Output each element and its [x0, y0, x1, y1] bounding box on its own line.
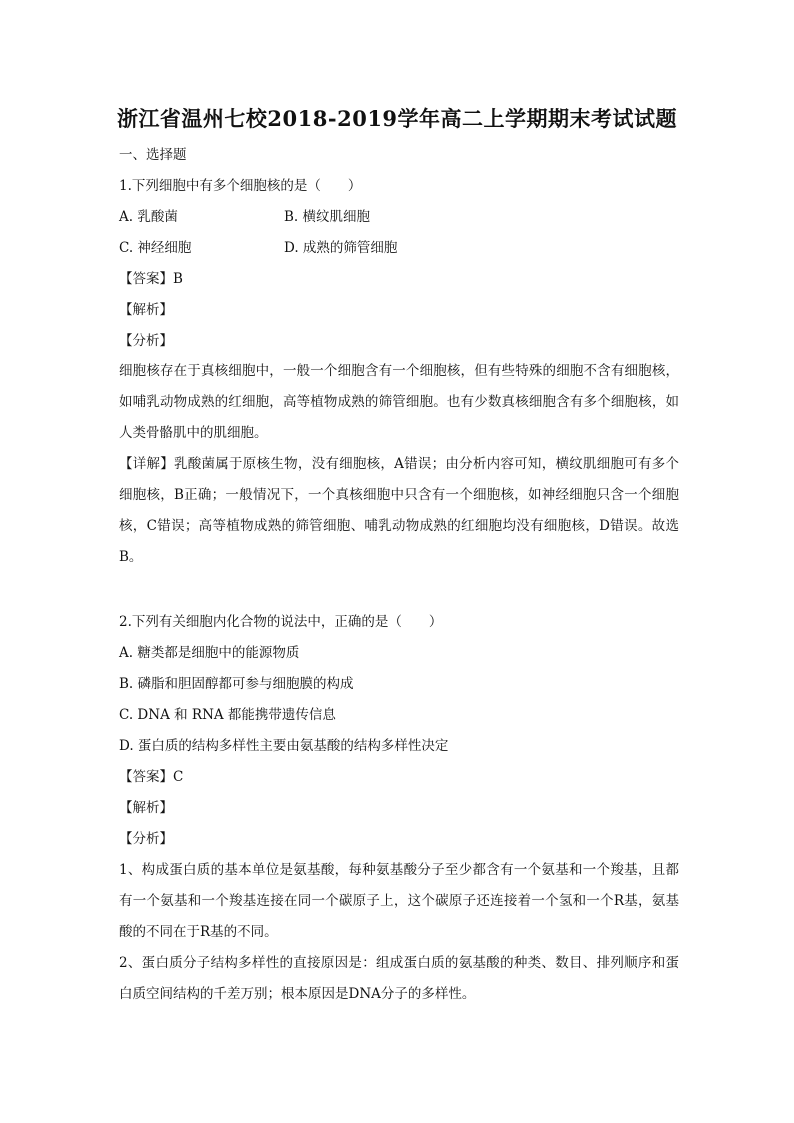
q2-option-b: B. 磷脂和胆固醇都可参与细胞膜的构成 — [119, 676, 354, 692]
q1-analysis: 细胞核存在于真核细胞中，一般一个细胞含有一个细胞核，但有些特殊的细胞不含有细胞核，如哺乳动物成熟的红细胞，高等植物成熟的筛管细胞。也有少数真核细胞含有多个细胞核，如人类骨骼肌中的肌细胞。 — [119, 363, 679, 441]
q2-stem: 2.下列有关细胞内化合物的说法中，正确的是（ ） — [119, 614, 443, 630]
q2-point-2: 2、蛋白质分子结构多样性的直接原因是：组成蛋白质的氨基酸的种类、数目、排列顺序和蛋白质空间结构的千差万别；根本原因是DNA分子的多样性。 — [119, 955, 679, 1002]
q2-option-a: A. 糖类都是细胞中的能源物质 — [119, 645, 300, 661]
q1-jiexi-label: 【解析】 — [119, 302, 173, 318]
q1-option-d: D. 成熟的筛管细胞 — [284, 240, 398, 256]
section-heading: 一、选择题 — [119, 147, 187, 163]
q1-option-b: B. 横纹肌细胞 — [284, 209, 371, 225]
q1-stem: 1.下列细胞中有多个细胞核的是（ ） — [119, 178, 362, 194]
q2-point-1: 1、构成蛋白质的基本单位是氨基酸，每种氨基酸分子至少都含有一个氨基和一个羧基，且都有一个氨基和一个羧基连接在同一个碳原子上，这个碳原子还连接着一个氢和一个R基，氨基酸的不同在于R基的不同。 — [119, 862, 679, 940]
q1-detail: 【详解】乳酸菌属于原核生物，没有细胞核，A错误；由分析内容可知，横纹肌细胞可有多个细胞核，B正确；一般情况下，一个真核细胞中只含有一个细胞核，如神经细胞只含一个细胞核，C错误；高等植物成熟的筛管细胞、哺乳动物成熟的红细胞均没有细胞核，D错误。故选B。 — [119, 456, 679, 565]
q1-fenxi-label: 【分析】 — [119, 333, 173, 349]
q1-option-c: C. 神经细胞 — [119, 240, 192, 256]
q2-jiexi-label: 【解析】 — [119, 800, 173, 816]
q2-option-d: D. 蛋白质的结构多样性主要由氨基酸的结构多样性决定 — [119, 738, 449, 754]
q1-option-a: A. 乳酸菌 — [119, 209, 178, 225]
q2-fenxi-label: 【分析】 — [119, 831, 173, 847]
q1-answer: 【答案】B — [119, 271, 183, 287]
q2-option-c: C. DNA 和 RNA 都能携带遗传信息 — [119, 707, 336, 723]
q2-answer: 【答案】C — [119, 769, 184, 785]
page-title: 浙江省温州七校2018-2019学年高二上学期期末考试试题 — [116, 106, 678, 131]
